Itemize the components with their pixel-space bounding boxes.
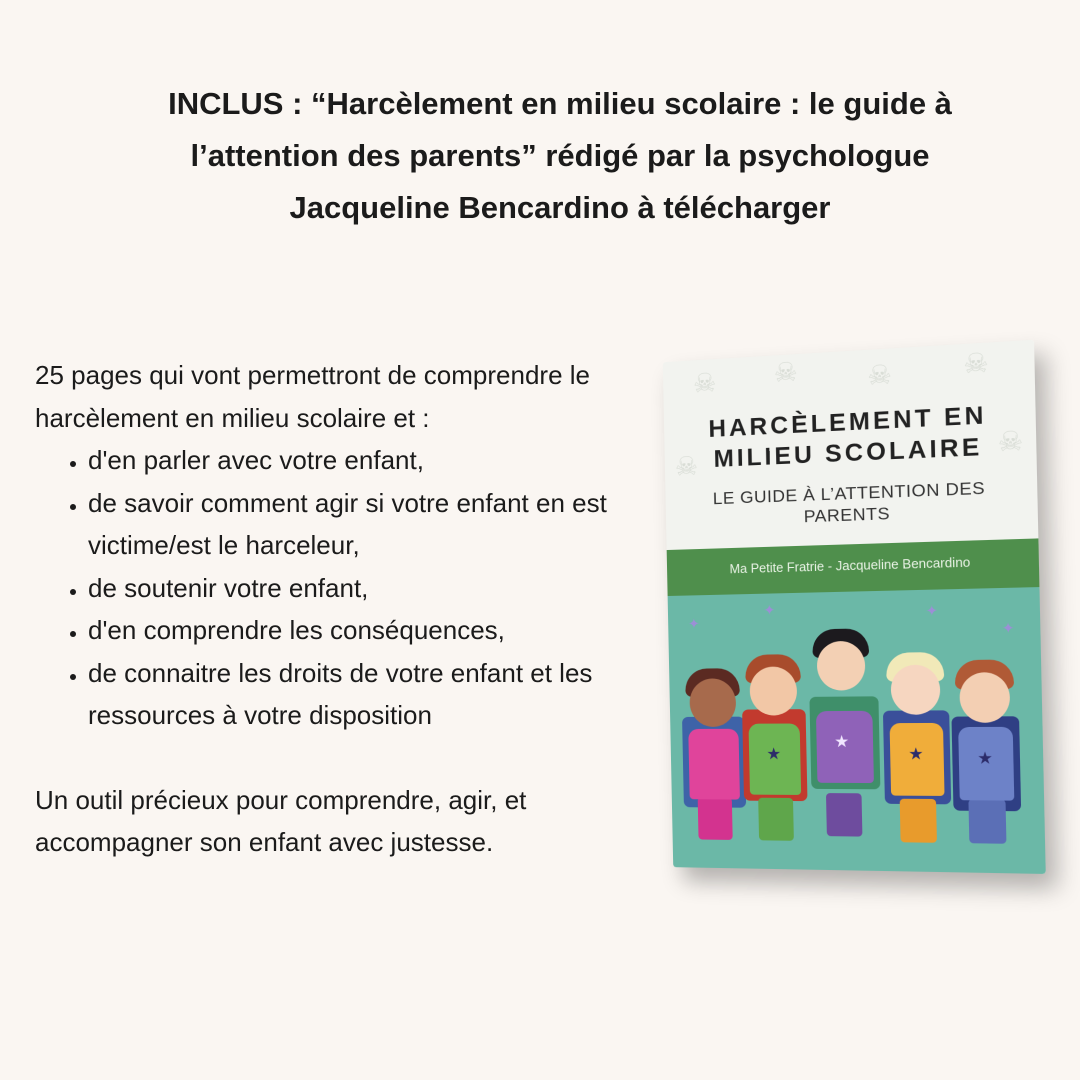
book-title-line-1: HARCÈLEMENT EN <box>708 401 988 444</box>
list-item: • d'en parler avec votre enfant, <box>88 439 635 482</box>
book-title-line-2: MILIEU SCOLAIRE <box>713 433 983 473</box>
outro-text: Un outil précieux pour comprendre, agir, et accompagner son enfant avec justesse. <box>35 784 527 857</box>
book-cover <box>663 340 1046 874</box>
book-mockup <box>668 346 1038 872</box>
skull-icon: ☠ <box>866 358 893 392</box>
skull-icon: ☠ <box>773 356 798 389</box>
book-subtitle-line-2: PARENTS <box>803 503 891 527</box>
cover-top <box>663 340 1039 552</box>
skull-icon: ☠ <box>674 450 699 482</box>
list-item: • de savoir comment agir si votre enfant en est victime/est le harceleur, <box>88 482 635 567</box>
star-icon: ✦ <box>763 601 776 619</box>
star-icon: ✦ <box>925 602 939 619</box>
headline-line-2: l’attention des parents” rédigé par la psychologue <box>190 138 930 173</box>
star-icon: ✦ <box>687 615 700 632</box>
kid-illustration: ★ <box>740 630 808 850</box>
list-item: • d'en comprendre les conséquences, <box>88 609 635 652</box>
headline-line-1: INCLUS : “Harcèlement en milieu scolaire : le guide à <box>168 86 952 121</box>
skull-icon: ☠ <box>962 346 989 380</box>
book-subtitle <box>665 475 1038 532</box>
headline <box>60 78 1060 234</box>
star-icon: ✦ <box>1001 619 1015 637</box>
intro-text: 25 pages qui vont permettront de comprendre le harcèlement en milieu scolaire et : <box>35 360 591 433</box>
list-item: • de soutenir votre enfant, <box>88 567 635 610</box>
book-subtitle-line-1: LE GUIDE À L’ATTENTION DES <box>712 478 986 509</box>
headline-line-3: Jacqueline Bencardino à télécharger <box>289 190 831 225</box>
kid-illustration: ★ <box>808 608 882 851</box>
book-author: Ma Petite Fratrie - Jacqueline Bencardino <box>729 555 971 577</box>
description <box>35 354 635 864</box>
kid-illustration <box>681 646 747 848</box>
kid-illustration: ★ <box>950 636 1022 852</box>
skull-icon: ☠ <box>997 424 1024 458</box>
cover-illustration <box>668 587 1046 874</box>
kid-illustration: ★ <box>881 627 952 852</box>
list-item: • de connaitre les droits de votre enfant et les ressources à votre disposition <box>88 652 635 737</box>
skull-icon: ☠ <box>692 367 717 399</box>
benefits-list <box>35 439 635 737</box>
book-title <box>664 398 1037 477</box>
